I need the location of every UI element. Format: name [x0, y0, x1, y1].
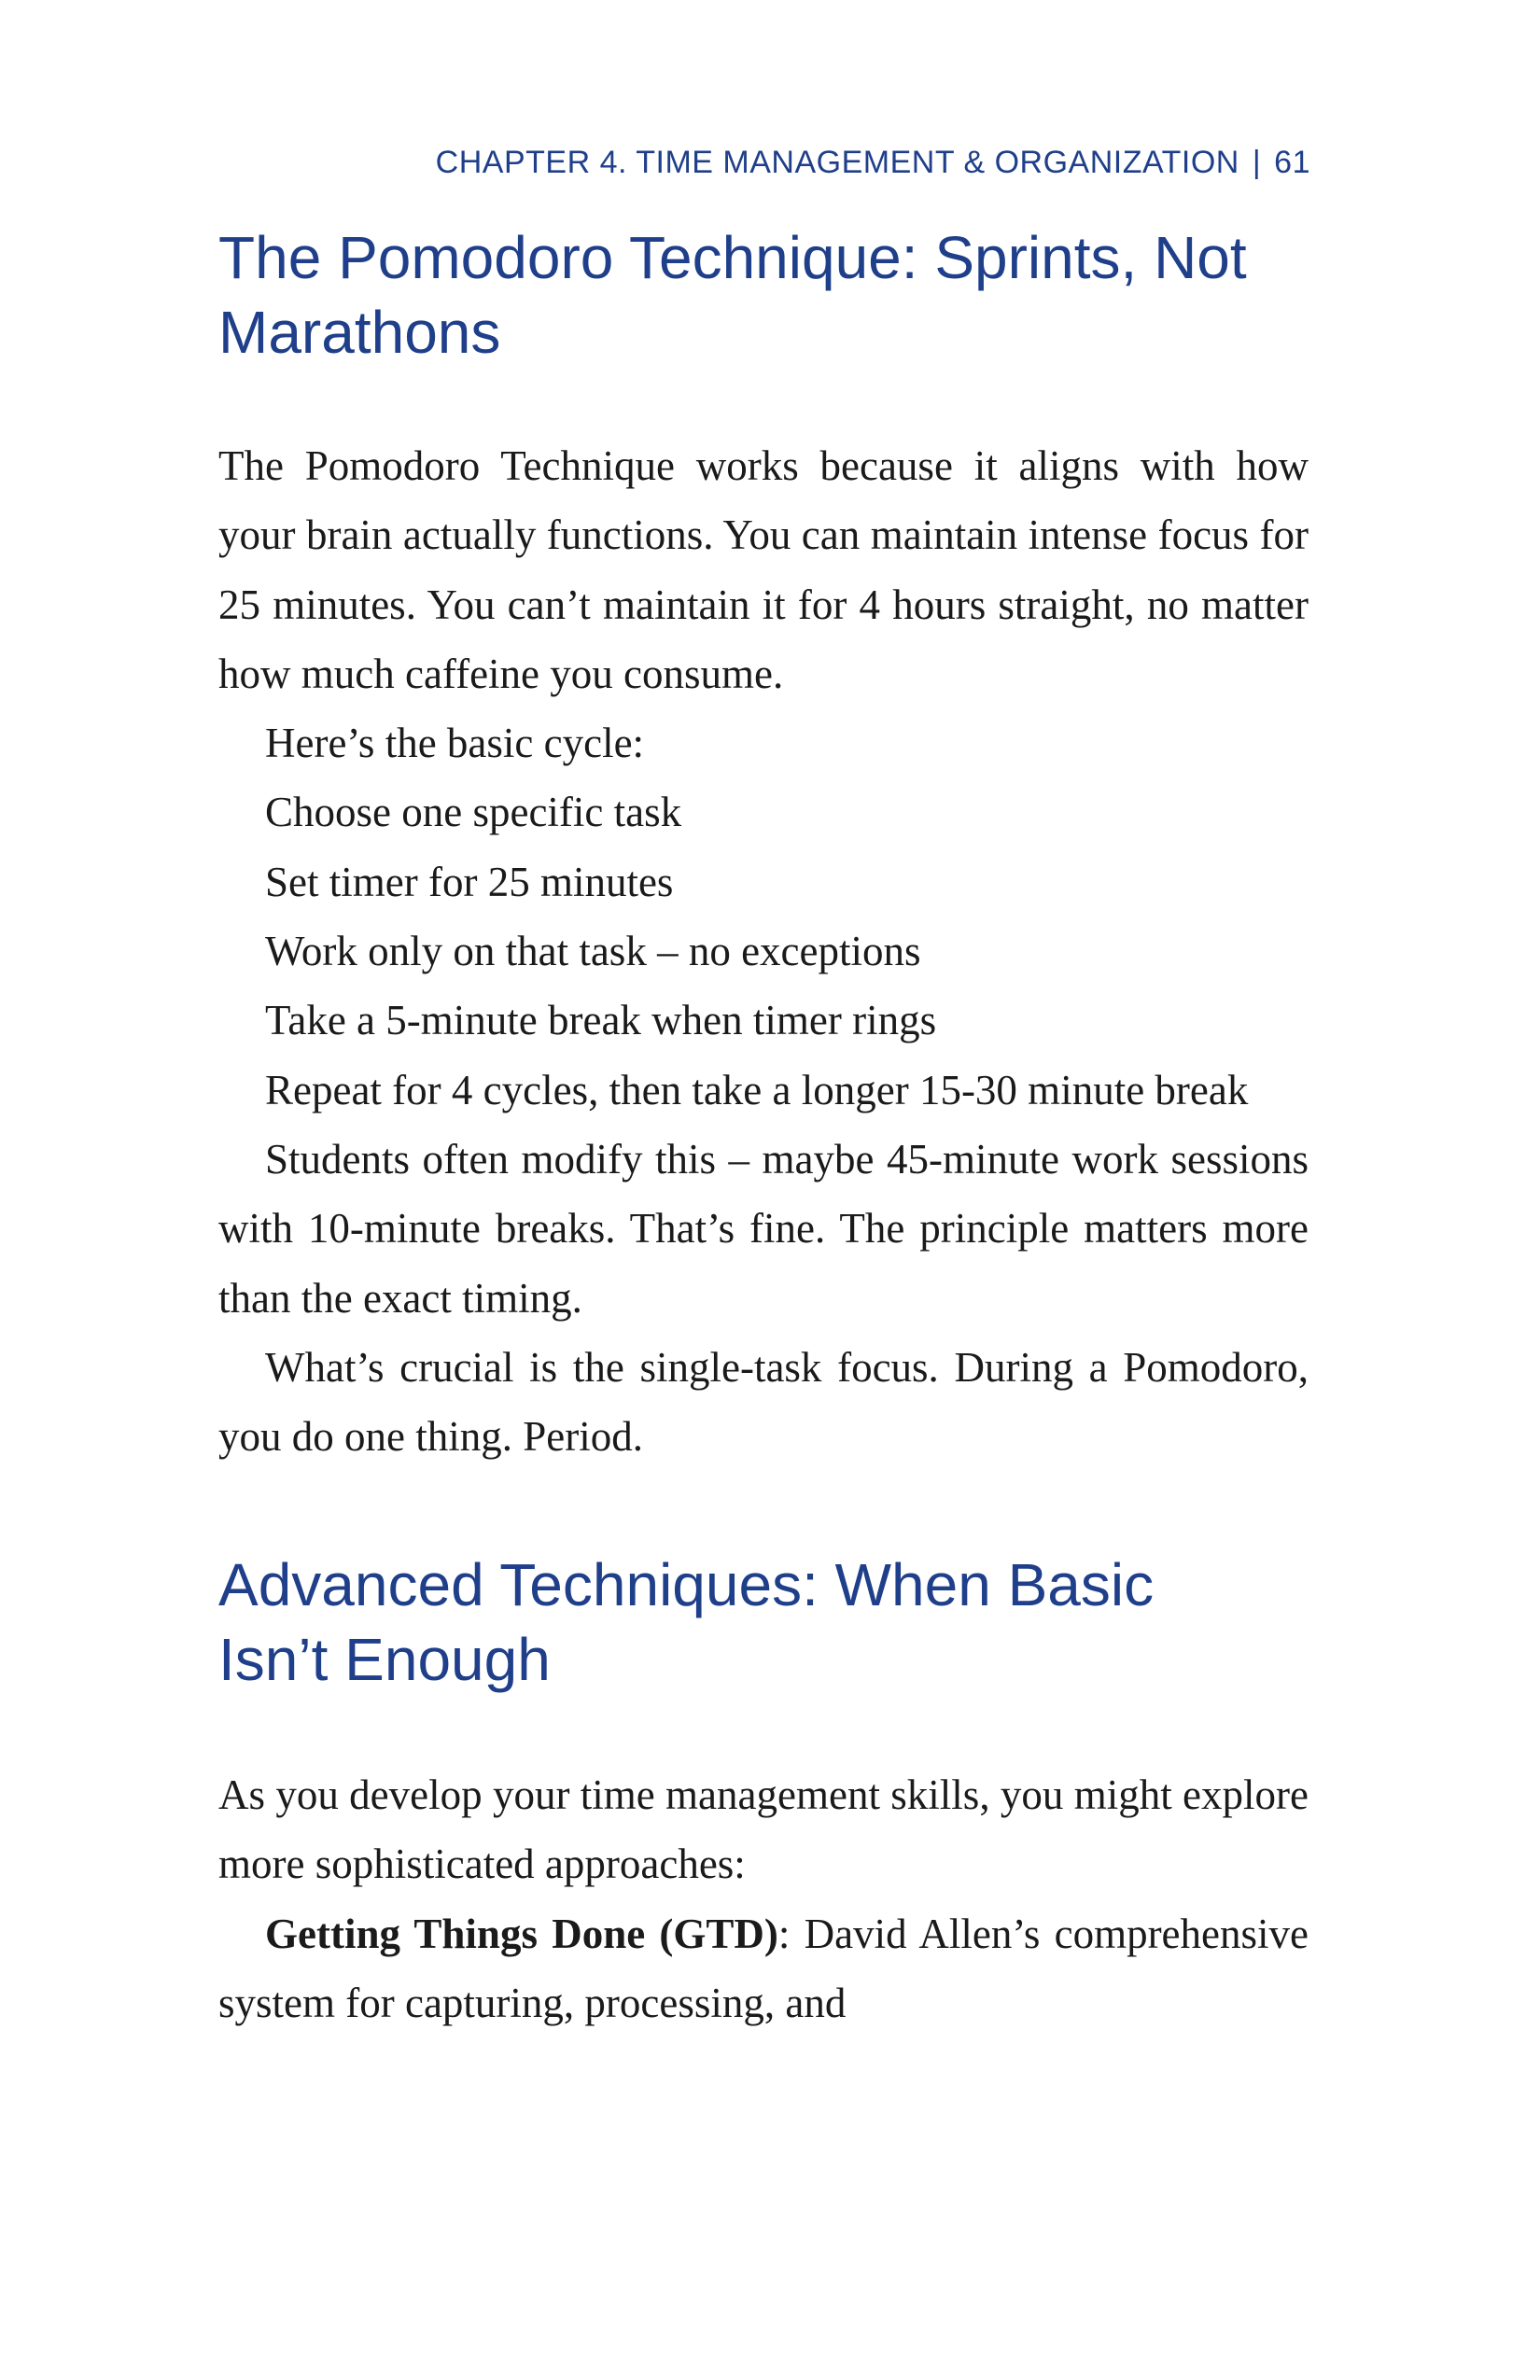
cycle-step: Work only on that task – no exceptions — [265, 928, 921, 975]
cycle-step: Choose one specific task — [265, 789, 682, 836]
cycle-intro: Here’s the basic cycle: — [265, 720, 645, 767]
pomodoro-body — [218, 431, 1309, 1471]
paragraph: The Pomodoro Technique works because it aligns with how your brain actually functions. You can maintain intense focus for 25 minutes. You can’t maintain it for 4 hours straight, no matter how much caffeine you consume. — [218, 442, 1309, 697]
gtd-description: : David Allen’s comprehensive system for capturing, processing, and — [218, 1910, 1309, 2026]
cycle-step: Set timer for 25 minutes — [265, 858, 674, 905]
paragraph: As you develop your time management skills, you might explore more sophisticated approaches: — [218, 1771, 1309, 1888]
page-number: 61 — [1274, 145, 1310, 180]
running-head — [218, 142, 1310, 183]
section-heading-pomodoro — [218, 220, 1320, 370]
gtd-term: Getting Things Done (GTD) — [265, 1910, 778, 1957]
advanced-body — [218, 1760, 1309, 2037]
heading-line: The Pomodoro Technique: Sprints, Not — [218, 224, 1247, 291]
heading-line: Marathons — [218, 299, 501, 366]
paragraph: Students often modify this – maybe 45-minute work sessions with 10-minute breaks. That’s fine. The principle matters more than the exact timing. — [218, 1135, 1309, 1322]
gtd-paragraph — [218, 1899, 1309, 2038]
cycle-step: Take a 5-minute break when timer rings — [265, 997, 937, 1044]
heading-line: Isn’t Enough — [218, 1626, 551, 1693]
paragraph: What’s crucial is the single-task focus. During a Pomodoro, you do one thing. Period. — [218, 1343, 1309, 1461]
heading-line: Advanced Techniques: When Basic — [218, 1551, 1155, 1618]
chapter-title: CHAPTER 4. TIME MANAGEMENT & ORGANIZATION — [435, 145, 1239, 180]
cycle-step: Repeat for 4 cycles, then take a longer 15-30 minute break — [265, 1066, 1249, 1113]
running-head-separator: | — [1252, 145, 1262, 180]
section-heading-advanced — [218, 1547, 1320, 1697]
